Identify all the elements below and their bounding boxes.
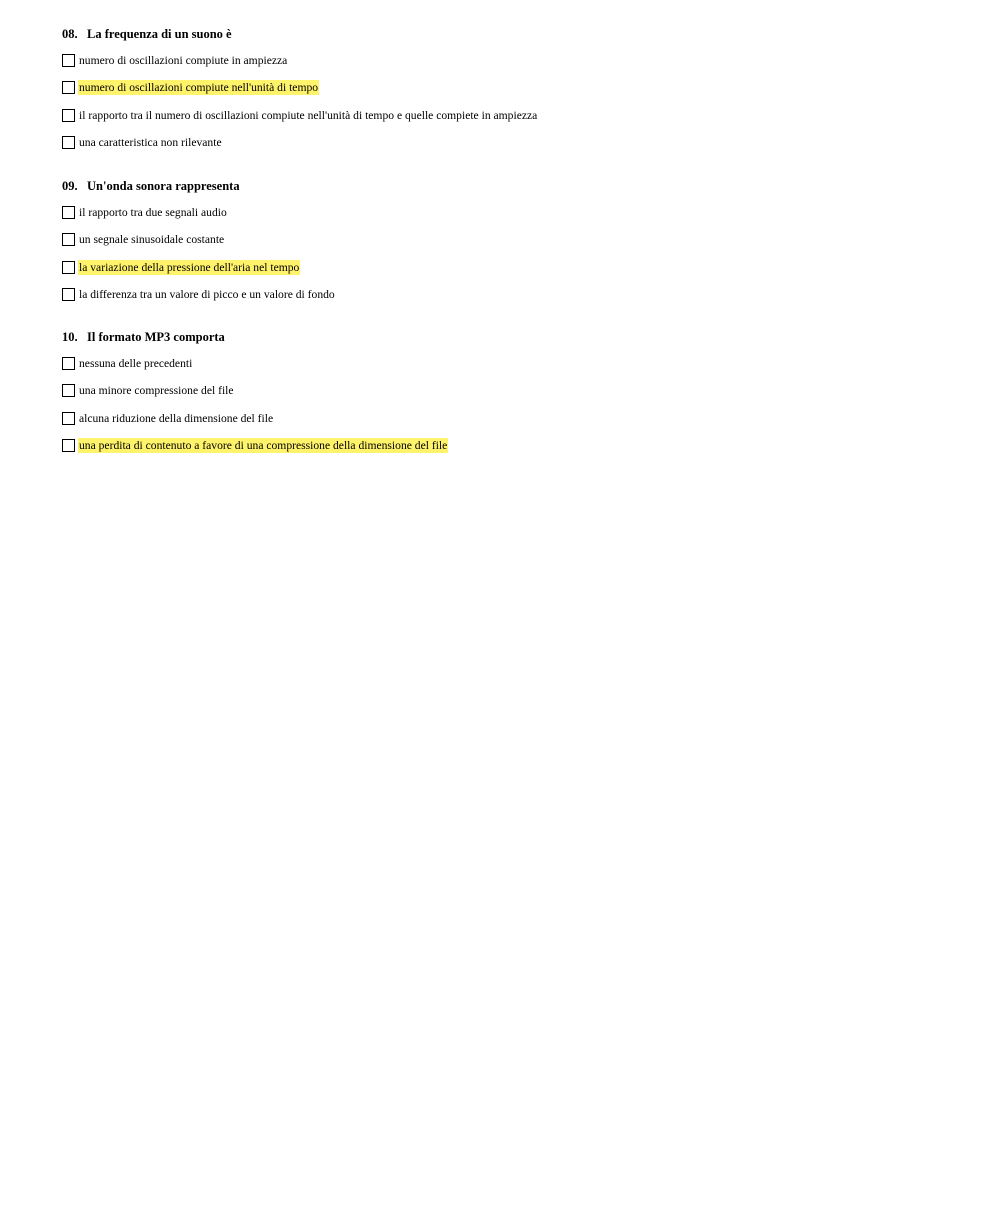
answer-text: alcuna riduzione della dimensione del file: [79, 411, 274, 425]
answer-text: un segnale sinusoidale costante: [79, 233, 225, 246]
answer-option: [62, 287, 962, 303]
answer-text: nessuna delle precedenti: [79, 356, 193, 370]
question-title: [62, 329, 962, 345]
answer-checkbox[interactable]: [62, 109, 75, 122]
answer-checkbox[interactable]: [62, 412, 75, 425]
question-09: [62, 178, 962, 303]
answer-checkbox[interactable]: [62, 206, 75, 219]
answer-option: [62, 232, 962, 248]
answer-text: numero di oscillazioni compiute in ampiezza: [79, 53, 288, 67]
question-text: La frequenza di un suono è: [87, 27, 232, 41]
question-text: Il formato MP3 comporta: [87, 330, 225, 344]
answer-checkbox[interactable]: [62, 233, 75, 246]
question-text: Un'onda sonora rappresenta: [87, 179, 240, 193]
answer-checkbox[interactable]: [62, 261, 75, 274]
answer-checkbox[interactable]: [62, 54, 75, 67]
answer-checkbox[interactable]: [62, 81, 75, 94]
question-number: 08.: [62, 27, 78, 41]
answer-checkbox[interactable]: [62, 136, 75, 149]
answer-options: [62, 204, 962, 303]
answer-options: [62, 355, 962, 454]
answer-option: [62, 438, 962, 454]
answer-option: [62, 135, 962, 151]
answer-options: [62, 52, 962, 151]
answer-text-highlighted: una perdita di contenuto a favore di una compressione della dimensione del file: [79, 439, 448, 452]
question-number: 09.: [62, 179, 78, 193]
answer-text-highlighted: la variazione della pressione dell'aria nel tempo: [79, 260, 300, 274]
answer-text: il rapporto tra due segnali audio: [79, 205, 227, 219]
answer-option: [62, 355, 962, 371]
answer-option: [62, 80, 962, 96]
answer-option: [62, 383, 962, 399]
answer-checkbox[interactable]: [62, 357, 75, 370]
answer-checkbox[interactable]: [62, 439, 75, 452]
answer-text: il rapporto tra il numero di oscillazioni compiute nell'unità di tempo e quelle compiete in ampiezza: [79, 108, 538, 122]
answer-text-highlighted: numero di oscillazioni compiute nell'unità di tempo: [79, 81, 319, 94]
answer-option: [62, 259, 962, 275]
question-10: [62, 329, 962, 454]
answer-text: una minore compressione del file: [79, 384, 234, 397]
answer-text: una caratteristica non rilevante: [79, 136, 222, 149]
answer-option: [62, 107, 962, 123]
answer-checkbox[interactable]: [62, 288, 75, 301]
answer-text: la differenza tra un valore di picco e un valore di fondo: [79, 288, 335, 301]
question-08: [62, 26, 962, 151]
question-title: [62, 178, 962, 194]
answer-option: [62, 204, 962, 220]
question-title: [62, 26, 962, 42]
question-number: 10.: [62, 330, 78, 344]
answer-option: [62, 410, 962, 426]
answer-option: [62, 52, 962, 68]
answer-checkbox[interactable]: [62, 384, 75, 397]
